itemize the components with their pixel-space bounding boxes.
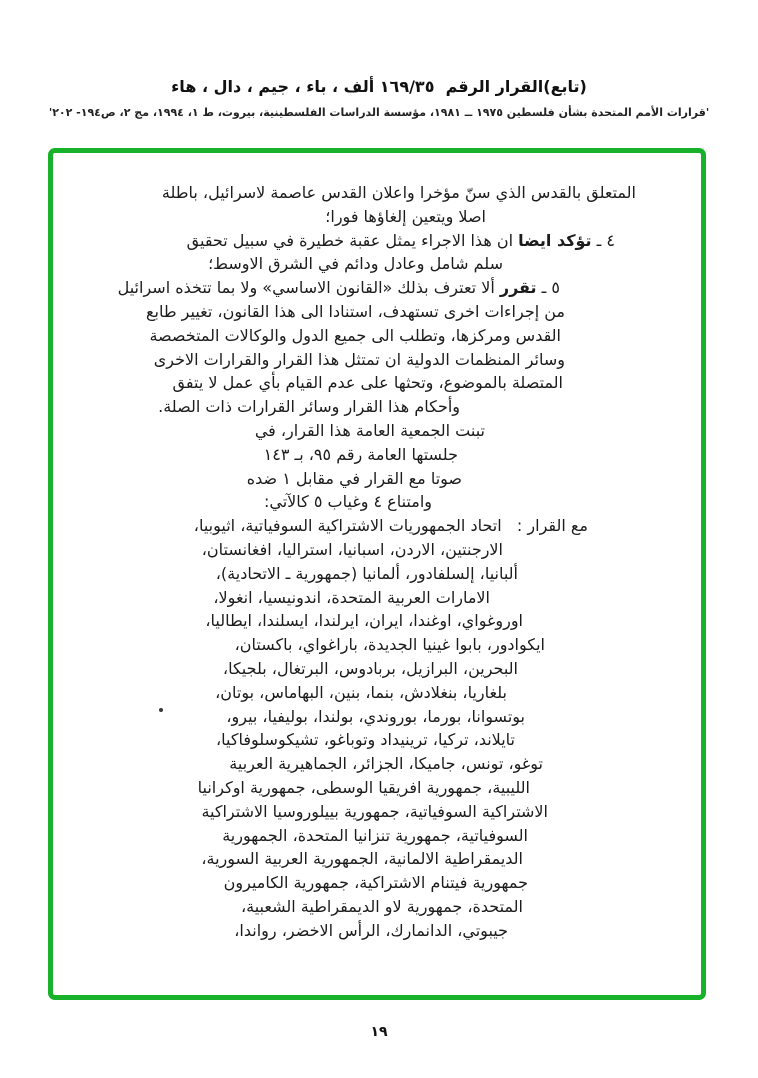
document-line: وأحكام هذا القرار وسائر القرارات ذات الصلة. <box>158 397 460 417</box>
document-line: بلغاريا، بنغلادش، بنما، بنين، البهاماس، بوتان، <box>215 682 507 702</box>
document-line: من إجراءات اخرى تستهدف، استنادا الى هذا القانون، تغيير طابع <box>146 301 565 321</box>
document-line: بوتسوانا، بورما، بوروندي، بولندا، بوليفيا، بيرو، <box>226 706 525 726</box>
print-artifact-dot <box>159 708 163 712</box>
page-number: ١٩ <box>370 1024 388 1040</box>
document-line: الليبية، جمهورية افريقيا الوسطى، جمهورية اوكرانيا <box>197 777 530 797</box>
document-line: جيبوتي، الدانمارك، الرأس الاخضر، رواندا، <box>234 920 508 940</box>
document-line: القدس ومركزها، وتطلب الى جميع الدول والوكالات المتخصصة <box>149 325 561 345</box>
document-line: تبنت الجمعية العامة هذا القرار، في <box>254 420 485 440</box>
document-line: اصلا ويتعين إلغاؤها فورا؛ <box>325 206 486 226</box>
document-line: المتصلة بالموضوع، وتحثها على عدم القيام بأي عمل لا يتفق <box>172 373 563 393</box>
document-line: ٥ ـ تقرر ألا تعترف بذلك «القانون الاساسي» ولا بما تتخذه اسرائيل <box>117 278 560 298</box>
document-line: وسائر المنظمات الدولية ان تمتثل هذا القرار والقرارات الاخرى <box>153 349 565 369</box>
document-line: سلم شامل وعادل ودائم في الشرق الاوسط؛ <box>208 254 503 274</box>
resolution-body-text <box>117 181 636 943</box>
document-line: المتعلق بالقدس الذي سنّ مؤخرا واعلان القدس عاصمة لاسرائيل، باطلة <box>161 183 636 202</box>
document-line: الاشتراكية السوفياتية، جمهورية بييلوروسيا الاشتراكية <box>201 801 548 821</box>
document-line: الامارات العربية المتحدة، اندونيسيا، انغولا، <box>213 587 490 607</box>
document-line: الديمقراطية الالمانية، الجمهورية العربية السورية، <box>201 849 523 869</box>
document-line: صوتا مع القرار في مقابل ١ ضده <box>246 468 462 488</box>
document-line: جلستها العامة رقم ٩٥، بـ ١٤٣ <box>263 444 458 464</box>
document-line: تايلاند، تركيا، ترينيداد وتوباغو، تشيكوسلوفاكيا، <box>215 730 515 750</box>
document-line: البحرين، البرازيل، بربادوس، البرتغال، بلجيكا، <box>222 658 518 678</box>
document-line: المتحدة، جمهورية لاو الديمقراطية الشعبية، <box>240 896 523 916</box>
document-line: وامتناع ٤ وغياب ٥ كالآتي: <box>263 492 432 512</box>
document-line: جمهورية فيتنام الاشتراكية، جمهورية الكاميرون <box>223 873 528 893</box>
document-line: الارجنتين، الاردن، اسبانيا، استراليا، افغانستان، <box>201 539 503 559</box>
document-line: ألبانيا، إلسلفادور، ألمانيا (جمهورية ـ الاتحادية)، <box>215 563 518 583</box>
source-citation: 'قرارات الأمم المتحدة بشأن فلسطين ١٩٧٥ ــ ١٩٨١، مؤسسة الدراسات الفلسطينية، بيروت، ط ١، ١٩٩٤، مج ٢، ص١٩٤- ٢٠٢' <box>48 106 710 119</box>
document-line: ايكوادور، بابوا غينيا الجديدة، باراغواي، باكستان، <box>234 635 545 655</box>
document-line: مع القرار : اتحاد الجمهوريات الاشتراكية السوفياتية، اثيوبيا، <box>193 516 588 536</box>
document-line: ٤ ـ تؤكد ايضا ان هذا الاجراء يمثل عقبة خطيرة في سبيل تحقيق <box>186 230 615 250</box>
document-line: اوروغواي، اوغندا، ايران، ايرلندا، ايسلندا، ايطاليا، <box>205 611 523 631</box>
resolution-title: (تابع)القرار الرقم ١٦٩/٣٥ ألف ، باء ، جيم ، دال ، هاء <box>171 77 587 96</box>
document-line: توغو، تونس، جاميكا، الجزائر، الجماهيرية العربية <box>229 754 543 774</box>
document-line: السوفياتية، جمهورية تنزانيا المتحدة، الجمهورية <box>222 825 528 845</box>
